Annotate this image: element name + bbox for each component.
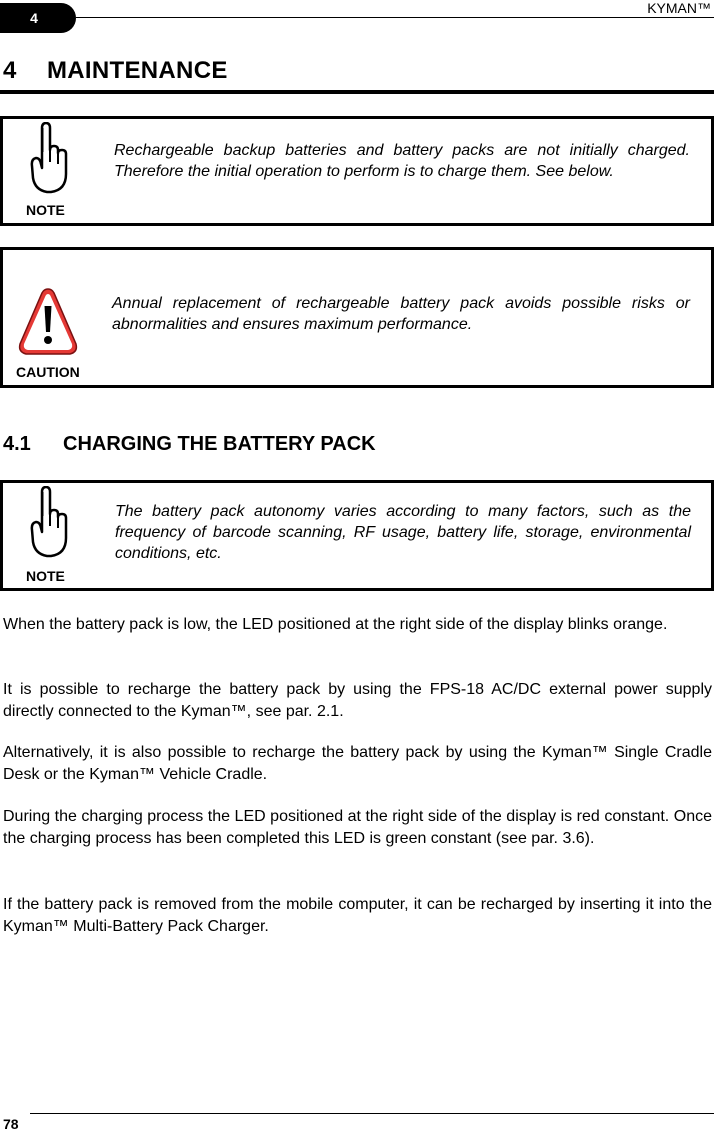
chapter-badge-number: 4 — [30, 10, 38, 26]
paragraph: It is possible to recharge the battery pack by using the FPS-18 AC/DC external power supply directly connected to the Kyman™, see par. 2.1. — [3, 681, 712, 720]
paragraph: If the battery pack is removed from the mobile computer, it can be recharged by inserting it into the Kyman™ Multi-Battery Pack Charger. — [3, 896, 712, 935]
note-box — [0, 480, 714, 591]
paragraph: During the charging process the LED positioned at the right side of the display is red constant. Once the charging process has been completed this LED is green constant (see par. 3.6). — [3, 808, 712, 847]
section-title-text: CHARGING THE BATTERY PACK — [63, 433, 376, 455]
note-label: NOTE — [26, 202, 65, 218]
chapter-number: 4 — [3, 57, 17, 84]
header-brand: KYMAN™ — [647, 0, 711, 16]
hand-pointer-icon — [29, 122, 71, 201]
footer-rule — [30, 1113, 714, 1114]
paragraph: When the battery pack is low, the LED positioned at the right side of the display blinks orange. — [3, 616, 668, 633]
caution-text: Annual replacement of rechargeable battery pack avoids possible risks or abnormalities and ensures maximum performance. — [112, 295, 690, 333]
paragraph: Alternatively, it is also possible to recharge the battery pack by using the Kyman™ Single Cradle Desk or the Kyman™ Vehicle Cradle. — [3, 744, 712, 783]
header-rule — [76, 17, 714, 18]
chapter-badge — [0, 3, 76, 33]
warning-triangle-icon — [16, 286, 80, 363]
note-text: The battery pack autonomy varies according to many factors, such as the frequency of barcode scanning, RF usage, battery life, storage, environmental conditions, etc. — [115, 503, 691, 562]
page-number: 78 — [3, 1116, 19, 1132]
chapter-title — [3, 57, 228, 85]
note-label: NOTE — [26, 568, 65, 584]
chapter-rule — [0, 90, 714, 94]
note-box — [0, 116, 714, 226]
caution-label: CAUTION — [16, 364, 80, 380]
section-number: 4.1 — [3, 433, 31, 455]
hand-pointer-icon — [29, 486, 71, 565]
section-title — [3, 433, 376, 456]
note-text: Rechargeable backup batteries and battery packs are not initially charged. Therefore the initial operation to perform is to charge them. See below. — [114, 142, 690, 180]
chapter-title-text: MAINTENANCE — [47, 57, 228, 84]
caution-box — [0, 247, 714, 388]
